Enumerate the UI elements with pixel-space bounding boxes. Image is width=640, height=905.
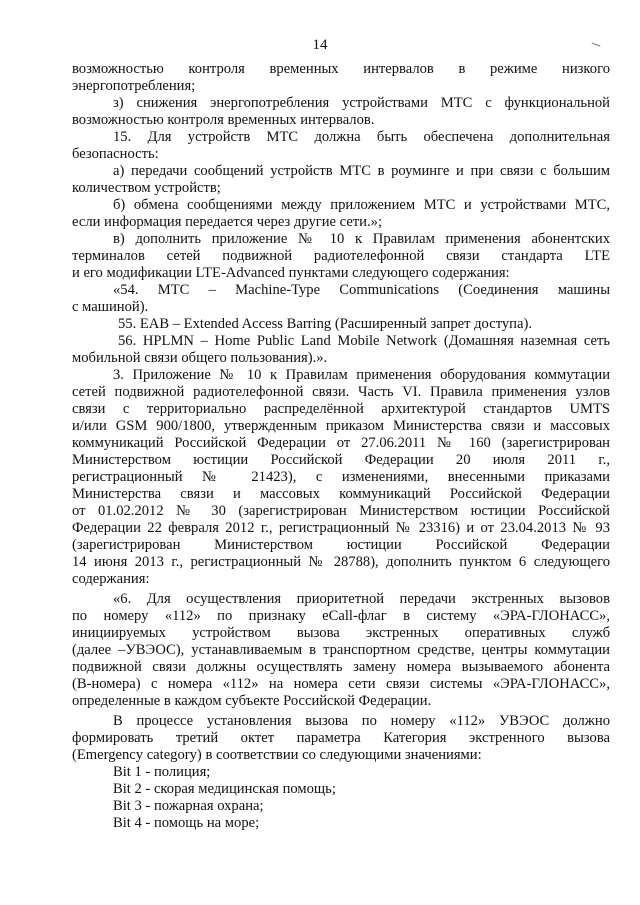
- text-line: «54. МТС – Machine-Type Communications (Соединения машины: [113, 282, 610, 298]
- text-line: подвижной связи должны осуществлять замену номера вызываемого абонента: [72, 659, 610, 675]
- text-line: Bit 3 - пожарная охрана;: [113, 798, 264, 814]
- text-line: регистрационный № 21423), с изменениями, внесенными приказами: [72, 469, 610, 485]
- text-line: коммуникаций Российской Федерации от 27.06.2011 № 160 (зарегистрирован: [72, 435, 610, 451]
- text-line: Министерства связи и массовых коммуникаций Российской Федерации: [72, 486, 610, 502]
- text-line: (далее –УВЭОС), устанавливаемым в транспортном средстве, центры коммутации: [72, 642, 610, 658]
- text-line: (Emergency category) в соответствии со следующими значениями:: [72, 747, 482, 763]
- text-line: а) передачи сообщений устройств МТС в роуминге и при связи с большим: [113, 163, 610, 179]
- text-line: связи с территориально распределённой архитектурой стандартов UMTS: [72, 401, 610, 417]
- text-line: (В-номера) с номера «112» на номера сети связи системы «ЭРА-ГЛОНАСС»,: [72, 676, 610, 692]
- text-line: з) снижения энергопотребления устройствами МТС с функциональной: [113, 95, 610, 111]
- page-number: 14: [312, 37, 328, 53]
- text-line: Bit 4 - помощь на море;: [113, 815, 260, 831]
- text-line: 14 июня 2013 г., регистрационный № 28788), дополнить пунктом 6 следующего: [72, 554, 610, 570]
- text-line: определенные в каждом субъекте Российской Федерации.: [72, 693, 432, 709]
- text-line: содержания:: [72, 571, 150, 587]
- text-line: количеством устройств;: [72, 180, 221, 196]
- text-line: если информация передается через другие сети.»;: [72, 214, 382, 230]
- text-line: б) обмена сообщениями между приложением МТС и устройствами МТС,: [113, 197, 610, 213]
- text-line: Федерации 22 февраля 2012 г., регистрационный № 23316) и от 23.04.2013 № 93: [72, 520, 610, 536]
- text-line: «6. Для осуществления приоритетной передачи экстренных вызовов: [113, 591, 610, 607]
- text-line: по номеру «112» по признаку eCall-флаг в систему «ЭРА-ГЛОНАСС»,: [72, 608, 610, 624]
- text-line: 55. EAB – Extended Access Barring (Расширенный запрет доступа).: [118, 316, 532, 332]
- text-line: возможностью контроля временных интервалов.: [72, 112, 375, 128]
- text-line: 15. Для устройств МТС должна быть обеспечена дополнительная: [113, 129, 610, 145]
- text-line: и его модификации LTE-Advanced пунктами следующего содержания:: [72, 265, 510, 281]
- text-line: возможностью контроля временных интервалов в режиме низкого: [72, 61, 610, 77]
- text-line: в) дополнить приложение № 10 к Правилам применения абонентских: [113, 231, 610, 247]
- text-line: мобильной связи общего пользования).».: [72, 350, 328, 366]
- text-line: 3. Приложение № 10 к Правилам применения оборудования коммутации: [113, 367, 610, 383]
- text-line: В процессе установления вызова по номеру «112» УВЭОС должно: [113, 713, 610, 729]
- text-line: терминалов сетей подвижной радиотелефонной связи стандарта LTE: [72, 248, 610, 264]
- text-line: от 01.02.2012 № 30 (зарегистрирован Министерством юстиции Российской: [72, 503, 610, 519]
- text-line: Bit 1 - полиция;: [113, 764, 211, 780]
- text-line: энергопотребления;: [72, 78, 196, 94]
- text-line: с машиной).: [72, 299, 149, 315]
- text-line: безопасность:: [72, 146, 159, 162]
- text-line: Министерством юстиции Российской Федерации 20 июля 2011 г.,: [72, 452, 610, 468]
- text-line: инициируемых устройством вызова экстренных оперативных служб: [72, 625, 610, 641]
- text-line: формировать третий октет параметра Категория экстренного вызова: [72, 730, 610, 746]
- text-line: и/или GSM 900/1800, утвержденным приказом Министерства связи и массовых: [72, 418, 610, 434]
- text-line: 56. HPLMN – Home Public Land Mobile Network (Домашняя наземная сеть: [118, 333, 610, 349]
- text-line: сетей подвижной радиотелефонной связи. Часть VI. Правила применения узлов: [72, 384, 610, 400]
- text-line: Bit 2 - скорая медицинская помощь;: [113, 781, 336, 797]
- text-line: (зарегистрирован Министерством юстиции Российской Федерации: [72, 537, 610, 553]
